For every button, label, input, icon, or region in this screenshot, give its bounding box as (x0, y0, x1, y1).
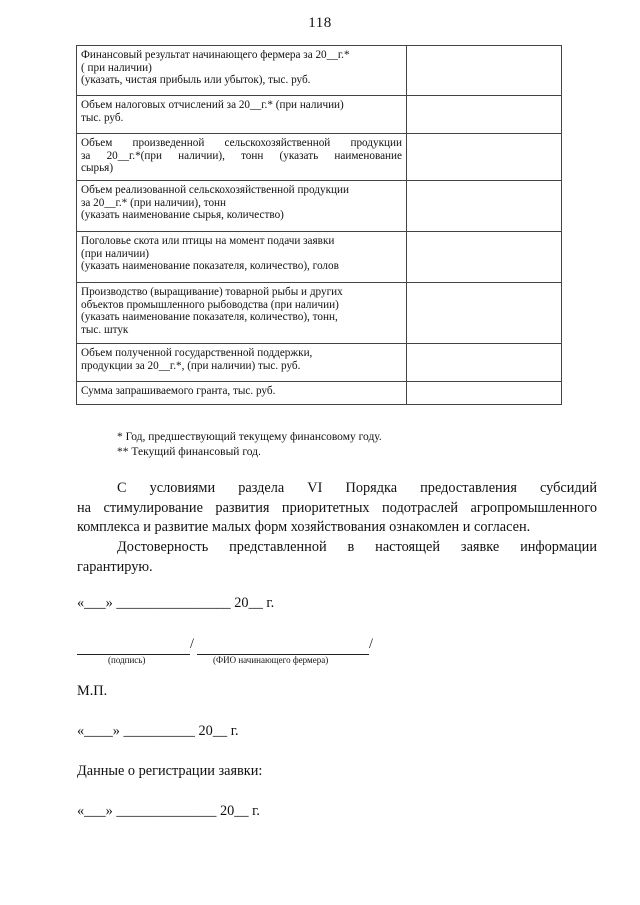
row-label-line: (указать наименование показателя, количество), тонн, (81, 311, 338, 324)
paragraph-line: С условиями раздела VI Порядка предоставления субсидий (117, 480, 597, 496)
data-table (76, 45, 562, 405)
table-row (77, 96, 562, 134)
row-label-line: за 20__г.* (при наличии), тонн (81, 196, 227, 209)
date-line-stamp[interactable]: «____» __________ 20__ г. (77, 723, 239, 739)
table-row (77, 46, 562, 96)
signature-caption: (подпись) (108, 655, 146, 665)
page-number: 118 (308, 15, 332, 31)
row-label-line: объектов промышленного рыбоводства (при наличии) (81, 298, 339, 311)
table-row (77, 344, 562, 382)
date-line-applicant[interactable]: «___» ________________ 20__ г. (77, 595, 275, 611)
row-label-line: продукции за 20__г.*, (при наличии) тыс. руб. (81, 359, 301, 372)
row-label-line: Финансовый результат начинающего фермера за 20__г.* (81, 49, 350, 61)
row-label-line: (при наличии) (81, 247, 150, 260)
consent-paragraph (77, 479, 597, 538)
row-label-line: Производство (выращивание) товарной рыбы и других (81, 286, 343, 298)
row-label-line: Поголовье скота или птицы на момент подачи заявки (81, 235, 335, 247)
row-label (77, 382, 407, 405)
fio-caption: (ФИО начинающего фермера) (213, 655, 329, 665)
value-cell[interactable] (407, 283, 562, 344)
paragraph-line: на стимулирование развития приоритетных подотраслей агропромышленного (77, 499, 597, 516)
table-row (77, 134, 562, 181)
row-label-line: (указать, чистая прибыль или убыток), тыс. руб. (81, 74, 311, 87)
row-label-line: тыс. руб. (81, 111, 124, 124)
value-cell[interactable] (407, 96, 562, 134)
row-label-line: за 20__г.*(при наличии), тонн (указать наименование (81, 149, 402, 162)
row-label (77, 96, 407, 134)
row-label-line: ( при наличии) (81, 61, 152, 74)
table-row (77, 283, 562, 344)
value-cell[interactable] (407, 382, 562, 405)
row-label-line: сырья) (81, 162, 114, 175)
row-label (77, 344, 407, 382)
row-label-line: Объем реализованной сельскохозяйственной продукции (81, 184, 349, 196)
footnotes (117, 430, 382, 460)
table-row (77, 232, 562, 283)
row-label-line: (указать наименование показателя, количество), голов (81, 260, 339, 273)
row-label (77, 46, 407, 96)
value-cell[interactable] (407, 181, 562, 232)
guarantee-paragraph (77, 538, 597, 577)
row-label-line: Сумма запрашиваемого гранта, тыс. руб. (81, 385, 276, 397)
row-label-line: Объем полученной государственной поддержки, (81, 347, 313, 359)
row-label (77, 181, 407, 232)
stamp-mark: М.П. (77, 683, 108, 699)
paragraph-line: гарантирую. (77, 558, 153, 575)
row-label-line: Объем налоговых отчислений за 20__г.* (при наличии) (81, 99, 344, 111)
registration-label: Данные о регистрации заявки: (77, 763, 263, 779)
value-cell[interactable] (407, 344, 562, 382)
value-cell[interactable] (407, 232, 562, 283)
paragraph-line: Достоверность представленной в настоящей заявке информации (117, 539, 597, 555)
paragraph-line: комплекса и развитие малых форм хозяйствования ознакомлен и согласен. (77, 519, 531, 535)
row-label-line: тыс. штук (81, 323, 129, 336)
row-label (77, 283, 407, 344)
signature-slash: / (369, 636, 373, 652)
date-line-registration[interactable]: «___» ______________ 20__ г. (77, 803, 260, 819)
value-cell[interactable] (407, 46, 562, 96)
row-label-line: Объем произведенной сельскохозяйственной продукции (81, 137, 402, 149)
footnote-1: * Год, предшествующий текущему финансовому году. (117, 431, 382, 443)
row-label (77, 232, 407, 283)
table-row (77, 181, 562, 232)
signature-slash: / (190, 636, 194, 652)
row-label (77, 134, 407, 181)
value-cell[interactable] (407, 134, 562, 181)
row-label-line: (указать наименование сырья, количество) (81, 209, 284, 222)
footnote-2: ** Текущий финансовый год. (117, 446, 261, 458)
table-row (77, 382, 562, 405)
